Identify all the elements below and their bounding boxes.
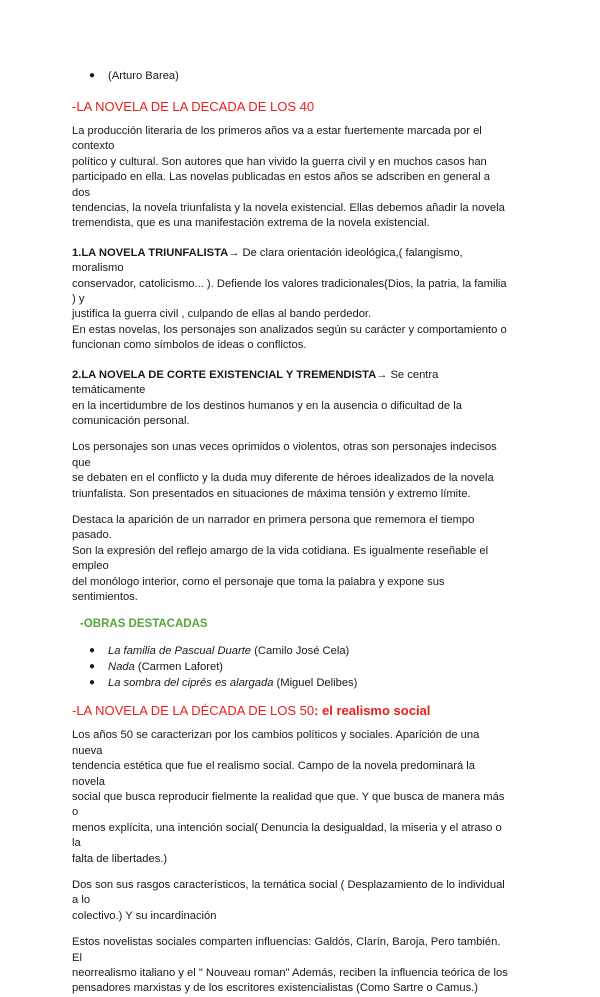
section-50-title: -LA NOVELA DE LA DÉCADA DE LOS 50: el realismo social [72,703,431,719]
list-item: ● (Arturo Barea) [89,70,179,82]
intro-list [72,68,510,84]
list-item: ● La familia de Pascual Duarte (Camilo José Cela) [89,645,350,658]
list-item: ● Nada (Carmen Laforet) [89,661,224,674]
bullet-icon: ● [89,645,96,657]
narrador-paragraph: Destaca la aparición de un narrador en primera persona que rememora el tiempo pasado. Son la expresión del reflejo amargo de la vida cotidiana. Es igualmente reseñable el empleo del monólogo interior, como el personaje que toma la palabra y expone sus sentimientos. [72,513,489,603]
obras-list [72,643,510,691]
existencial-title: 2.LA NOVELA DE CORTE EXISTENCIAL Y TREMENDISTA [72,368,377,381]
personajes-paragraph: Los personajes son unas veces oprimidos o violentos, otras son personajes indecisos que se debaten en el conflicto y la duda muy diferente de héroes idealizados de la novela triunfalista. Son presentados en situaciones de máxima tensión y extremo límite. [72,441,497,500]
section-40-intro: La producción literaria de los primeros años va a estar fuertemente marcada por el contexto político y cultural. Son autores que han vivido la guerra civil y en muchos casos han participado en ella. Las novelas publicadas en estos años se adscriben en general a dos tendencias, la novela triunfalista y la novela existencial. Ellas debemos añadir la novela tremendista, que es una manifestación extrema de la novela existencial. [72,125,505,230]
obras-title: -OBRAS DESTACADAS [80,618,208,631]
existencial-block: 2.LA NOVELA DE CORTE EXISTENCIAL Y TREMENDISTA→ Se centra temáticamente en la incertidumbre de los destinos humanos y en la ausencia o dificultad de la comunicación personal. [72,368,462,427]
bullet-icon: ● [89,661,96,673]
list-item: ● La sombra del ciprés es alargada (Miguel Delibes) [89,677,358,690]
section-50-p3: Estos novelistas sociales comparten influencias: Galdós, Clarín, Baroja, Pero también. El neorrealismo italiano y el " Nouveau roman" Además, reciben la influencia teórica de los pensadores marxistas y de los escritores existencialistas (Como Sartre o Camus.) [72,936,508,995]
bullet-icon: ● [89,677,96,689]
section-50-p1: Los años 50 se caracterizan por los cambios políticos y sociales. Aparición de una nueva tendencia estética que fue el realismo social. Campo de la novela predominará la novela social que busca reproducir fielmente la realidad que que. Y que busca de manera más o menos explícita, una intención social( Denuncia la desigualdad, la miseria y el atraso o la falta de libertades.) [72,729,505,865]
triunfalista-block: 1.LA NOVELA TRIUNFALISTA→ De clara orientación ideológica,( falangismo, moralismo conservador, catolicismo... ). Defiende los valores tradicionales(Dios, la patria, la familia ) y justifica la guerra civil , culpando de ellas al bando perdedor. En estas novelas, los personajes son analizados según su carácter y comportamiento o funcionan como símbolos de ideas o conflictos. [72,246,507,352]
section-50-p2: Dos son sus rasgos característicos, la temática social ( Desplazamiento de lo individual a lo colectivo.) Y su incardinación [72,879,505,922]
triunfalista-title: 1.LA NOVELA TRIUNFALISTA [72,246,229,259]
section-40-title: -LA NOVELA DE LA DECADA DE LOS 40 [72,99,315,114]
bullet-icon: ● [89,70,96,81]
